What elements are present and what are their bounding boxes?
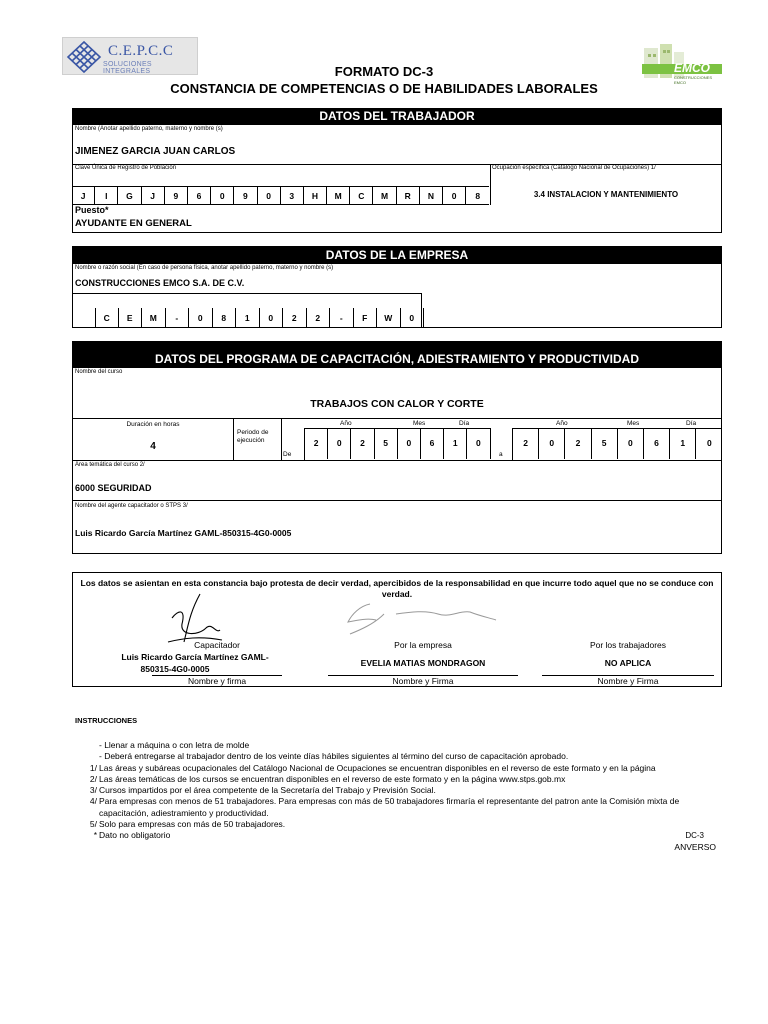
de-label: De [283,451,292,458]
anio-label: Año [340,420,352,427]
form-subtitle: CONSTANCIA DE COMPETENCIAS O DE HABILIDADES LABORALES [170,81,598,96]
nombre-firma-1: Nombre y firma [187,676,247,686]
signature-empresa [340,600,500,640]
trabajadores-firma-label: Por los trabajadores [589,640,667,650]
instruccion-item [84,808,724,819]
trabajadores-firma-nombre: NO APLICA [604,658,652,668]
mes-label: Mes [627,420,640,427]
char-cell: 3 [281,187,304,205]
fecha-inicio-field[interactable] [304,428,491,460]
char-cell: 0 [189,308,213,328]
mes-label: Mes [413,420,426,427]
char-cell: 0 [211,187,234,205]
razon-social-label: Nombre o razón social (En caso de persona física, anotar apellido paterno, materno y nombre (s) [75,265,334,271]
char-cell: 0 [328,428,351,459]
fecha-fin-headers [512,418,722,428]
a-label: a [499,451,503,458]
fecha-fin-field[interactable] [512,428,723,460]
instruccion-mark [84,808,97,819]
dia-label: Día [686,420,697,427]
curso-value: TRABAJOS CON CALOR Y CORTE [310,398,484,410]
instruccion-text: - Llenar a máquina o con letra de molde [99,740,250,750]
instruccion-item [84,740,724,751]
char-cell: 6 [421,428,444,459]
instruccion-text: Cursos impartidos por el área competente de la Secretaría del Trabajo y Previsión Social. [99,785,436,796]
form-title: FORMATO DC-3 [334,64,434,79]
duracion-value: 4 [150,441,156,452]
agente-value: Luis Ricardo García Martínez GAML-850315-4G0-0005 [75,528,292,538]
instruccion-text: Dato no obligatorio [99,830,171,841]
instruccion-mark: 2/ [89,773,97,784]
char-cell: 0 [539,428,565,459]
instruccion-item [84,819,724,830]
ocupacion-label: Ocupación específica (Catálogo Nacional de Ocupaciones) 1/ [492,165,656,171]
char-cell: 0 [258,187,281,205]
char-cell: 2 [305,428,328,459]
capacitador-nombre-1: Luis Ricardo García Martínez GAML- [121,652,269,662]
nombre-trabajador-label: Nombre (Anotar apellido paterno, materno y nombre (s) [75,126,223,132]
instruccion-text: Para empresas con menos de 51 trabajadores. Para empresas con más de 50 trabajadores firmaría el representante del patron ante la Comisión mixta de [99,796,680,807]
instruccion-mark [84,751,97,762]
curp-field[interactable] [72,186,489,205]
duracion-label: Duración en horas [126,421,180,428]
instruccion-mark: 5/ [89,819,97,830]
divider [72,293,422,294]
char-cell: 2 [307,308,331,328]
nombre-trabajador: JIMENEZ GARCIA JUAN CARLOS [75,146,236,157]
instruccion-item [84,796,724,807]
char-cell: 5 [375,428,398,459]
logo-right-sub: CONSTRUCCIONES EMCO [674,75,713,85]
char-cell: 5 [592,428,618,459]
codigo-dc3: DC-3 [685,831,704,840]
char-cell: 2 [283,308,307,328]
area-label: Área temática del curso 2/ [75,462,145,468]
logo-subtitle: SOLUCIONES INTEGRALES [103,61,152,75]
divider [72,500,722,501]
anverso-label: ANVERSO [674,842,716,852]
instrucciones-list [84,740,724,842]
curp-label: Clave Única de Registro de Población [75,165,177,171]
char-cell: W [377,308,401,328]
puesto-label: Puesto* [75,205,109,215]
char-cell: 8 [475,191,481,201]
char-cell: E [119,308,143,328]
agente-label: Nombre del agente capacitador o STPS 3/ [75,503,188,509]
char-cell: 0 [443,187,466,205]
char-cell: G [118,187,141,205]
char-cell: J [142,187,165,205]
instruccion-mark: 3/ [89,785,97,796]
area-value: 6000 SEGURIDAD [75,483,152,493]
char-cell: H [304,187,327,205]
char-cell: 1 [670,428,696,459]
char-cell: - [166,308,190,328]
char-cell: M [142,308,166,328]
periodo-label: Periodo de ejecución [237,429,269,444]
capacitador-label: Capacitador [194,640,240,650]
dia-label: Día [459,420,470,427]
instruccion-text: Solo para empresas con más de 50 trabajadores. [99,819,286,830]
char-cell: 0 [467,428,490,459]
char-cell: 1 [444,428,467,459]
instruccion-item [84,763,724,774]
curso-label: Nombre del curso [75,369,123,375]
instruccion-item [84,785,724,796]
declaracion-text: Los datos se asientan en esta constancia bajo protesta de decir verdad, apercibidos de la responsabilidad en que incurre todo aquel que no se conduce con verdad. [80,578,714,599]
trabajador-header: DATOS DEL TRABAJADOR [72,108,722,125]
nombre-firma-2: Nombre y Firma [392,676,454,686]
empresa-header: DATOS DE LA EMPRESA [72,246,722,264]
char-cell: F [354,308,378,328]
char-cell: 8 [213,308,237,328]
char-cell: 0 [707,438,712,448]
instruccion-item [84,830,724,841]
char-cell: I [95,187,118,205]
logo-title: C.E.P.C.C [108,43,174,59]
char-cell: 1 [236,308,260,328]
empresa-firma-nombre: EVELIA MATIAS MONDRAGON [360,658,486,668]
instrucciones-title: INSTRUCCIONES [75,716,138,725]
capacitador-nombre-2: 850315-4G0-0005 [140,664,210,674]
char-cell: 0 [618,428,644,459]
divider [72,460,722,461]
instruccion-text: Las áreas y subáreas ocupacionales del Catálogo Nacional de Ocupaciones se encuentran disponibles en el reverso de este formato y en la página [99,762,656,773]
instruccion-text: Las áreas temáticas de los cursos se encuentran disponibles en el reverso de este formato y en la página www.stps.gob.mx [99,773,566,784]
char-cell: - [330,308,354,328]
char-cell: 2 [351,428,374,459]
instruccion-mark: 1/ [89,762,97,773]
instruccion-item [84,751,724,762]
instruccion-text: capacitación, adiestramiento y productividad. [99,807,269,818]
char-cell: M [373,187,396,205]
char-cell: 6 [188,187,211,205]
empresa-firma-label: Por la empresa [394,640,452,650]
puesto-value: AYUDANTE EN GENERAL [75,218,192,229]
char-cell: 2 [513,428,539,459]
char-cell: 0 [401,308,425,328]
char-cell: 6 [644,428,670,459]
instruccion-item [84,774,724,785]
nombre-firma-3: Nombre y Firma [597,676,659,686]
char-cell: N [420,187,443,205]
instruccion-mark: 4/ [89,796,97,807]
fecha-inicio-headers [304,418,490,428]
razon-social: CONSTRUCCIONES EMCO S.A. DE C.V. [75,278,245,288]
programa-header: DATOS DEL PROGRAMA DE CAPACITACIÓN, ADIESTRAMIENTO Y PRODUCTIVIDAD [72,341,722,368]
char-cell: J [72,187,95,205]
char-cell: C [350,187,373,205]
char-cell: M [327,187,350,205]
logo-right-text: EMCO [674,61,710,75]
anio-label: Año [556,420,568,427]
instruccion-mark: * [93,830,97,841]
char-cell: 9 [165,187,188,205]
char-cell: 9 [234,187,257,205]
char-cell: 0 [398,428,421,459]
rfc-field[interactable] [72,308,424,328]
char-cell: 0 [260,308,284,328]
instruccion-mark [84,740,97,751]
char-cell: C [95,308,119,328]
char-cell: 2 [565,428,591,459]
divider [281,418,282,460]
instruccion-text: - Deberá entregarse al trabajador dentro de los veinte días hábiles siguientes al término del curso de capacitación aprobado. [99,751,569,762]
char-cell: R [397,187,420,205]
ocupacion-value: 3.4 INSTALACION Y MANTENIMIENTO [533,190,679,199]
